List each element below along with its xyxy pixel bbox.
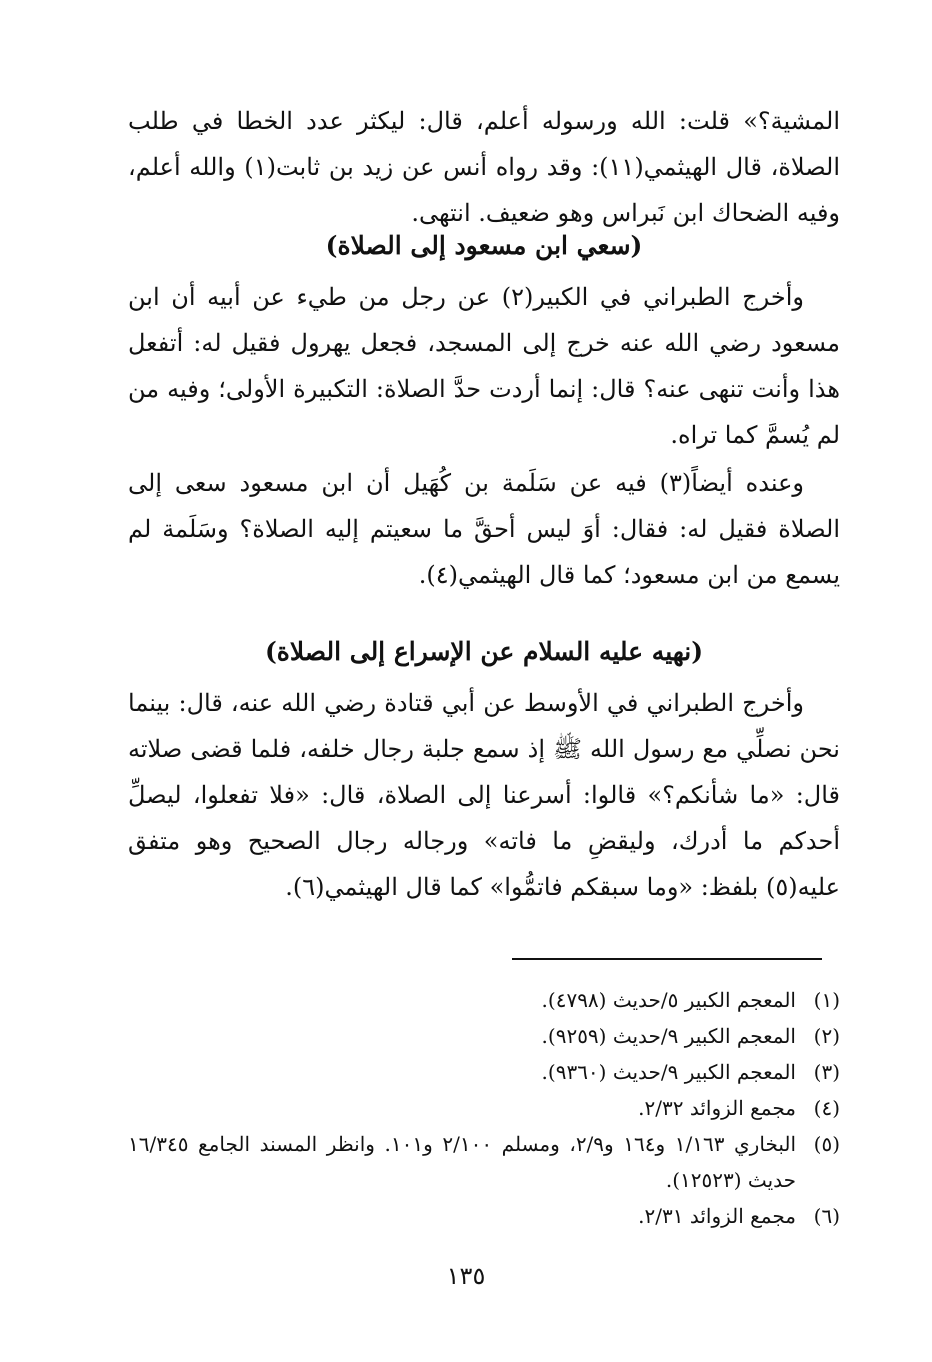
paragraph-1: المشية؟» قلت: الله ورسوله أعلم، قال: ليكثر عدد الخطا في طلب الصلاة، قال الهيثمي(١١): وقد رواه أنس عن زيد بن ثابت(١) والله أعلم، وفيه الضحاك ابن نَبراس وهو ضعيف. انتهى.	[128, 107, 841, 227]
footnote	[128, 1126, 840, 1198]
footnote-text: المعجم الكبير ٩/حديث (٩٣٦٠).	[541, 1060, 796, 1084]
footnote	[128, 1090, 840, 1126]
paragraph-1-block	[128, 98, 840, 236]
paragraph-2-block	[128, 274, 840, 458]
footnote-number: (٢)	[813, 1024, 840, 1048]
footnote-text: المعجم الكبير ٥/حديث (٤٧٩٨).	[541, 988, 796, 1012]
footnote-text: المعجم الكبير ٩/حديث (٩٢٥٩).	[541, 1024, 796, 1048]
paragraph-3-block	[128, 460, 840, 598]
section-heading-1: (سعي ابن مسعود إلى الصلاة)	[325, 231, 643, 260]
footnote-number: (٤)	[813, 1096, 840, 1120]
footnote-number: (٥)	[813, 1132, 840, 1156]
paragraph-4-block	[128, 680, 840, 910]
footnote-number: (١)	[813, 988, 840, 1012]
footnote	[128, 1054, 840, 1090]
footnote	[128, 982, 840, 1018]
footnote-text: البخاري ١/١٦٣ و١٦٤ و٢/٩، ومسلم ٢/١٠٠ و١٠١. وانظر المسند الجامع ١٦/٣٤٥ حديث (١٢٥٢٣).	[128, 1132, 797, 1192]
page-number: ١٣٥	[446, 1262, 486, 1290]
footnote	[128, 1198, 840, 1234]
paragraph-4: وأخرج الطبراني في الأوسط عن أبي قتادة رضي الله عنه، قال: بينما نحن نصلِّي مع رسول الله ﷺ إذ سمع جلبة رجال خلفه، فلما قضى صلاته قال: «ما شأنكم؟» قالوا: أسرعنا إلى الصلاة، قال: «فلا تفعلوا، ليصلِّ أحدكم ما أدرك، وليقضِ ما فاته» ورجاله رجال الصحيح وهو متفق عليه(٥) بلفظ: «وما سبقكم فاتمُّوا» كما قال الهيثمي(٦).	[128, 689, 840, 901]
footnote-text: مجمع الزوائد ٢/٣٢.	[638, 1096, 796, 1120]
footnote-number: (٣)	[813, 1060, 840, 1084]
footnotes	[128, 982, 840, 1234]
section-heading-2: (نهيه عليه السلام عن الإسراع إلى الصلاة)	[264, 637, 704, 666]
footnote	[128, 1018, 840, 1054]
footnote-divider	[512, 958, 822, 960]
paragraph-3: وعنده أيضاً(٣) فيه عن سَلَمة بن كُهَيل أن ابن مسعود سعى إلى الصلاة فقيل له: فقال: أوَ ليس أحقَّ ما سعيتم إليه الصلاة؟ وسَلَمة لم يسمع من ابن مسعود؛ كما قال الهيثمي(٤).	[128, 469, 840, 589]
paragraph-2: وأخرج الطبراني في الكبير(٢) عن رجل من طيء عن أبيه أن ابن مسعود رضي الله عنه خرج إلى المسجد، فجعل يهرول فقيل له: أتفعل هذا وأنت تنهى عنه؟ قال: إنما أردت حدَّ الصلاة: التكبيرة الأولى؛ وفيه من لم يُسمَّ كما تراه.	[128, 283, 840, 449]
footnote-number: (٦)	[813, 1204, 840, 1228]
footnote-text: مجمع الزوائد ٢/٣١.	[638, 1204, 796, 1228]
